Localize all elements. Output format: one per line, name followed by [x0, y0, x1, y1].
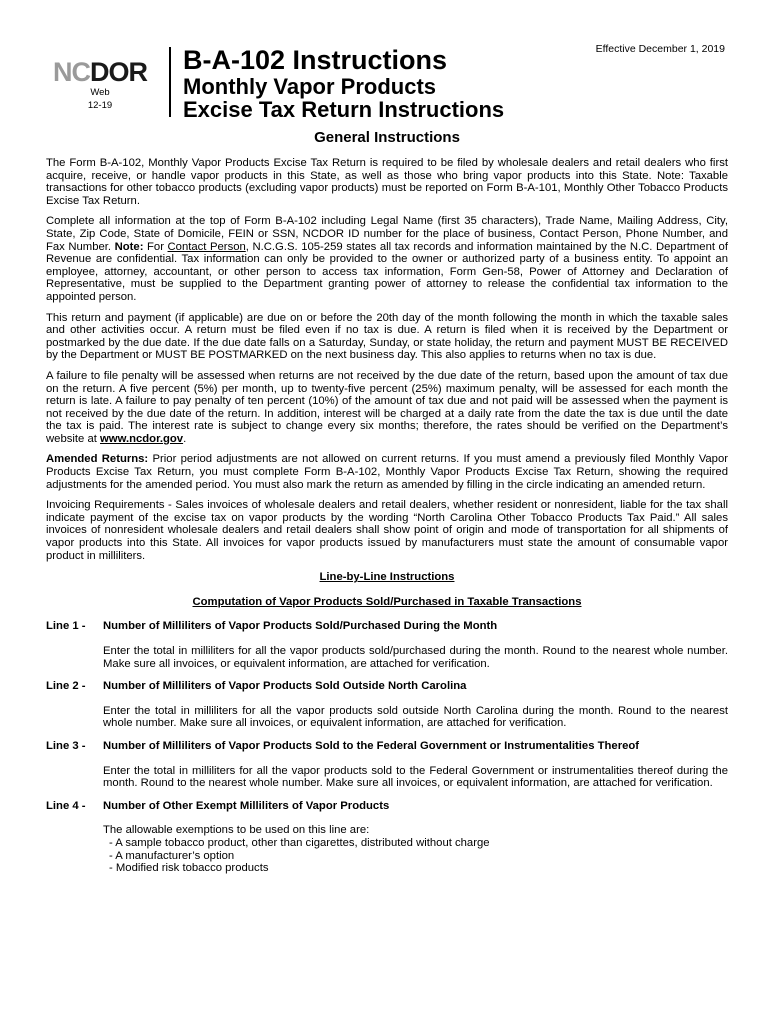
line-4-intro: The allowable exemptions to be used on this line are:	[103, 824, 370, 837]
logo-mark	[48, 58, 152, 86]
document-body	[46, 129, 728, 885]
page-subtitle-1: Monthly Vapor Products	[183, 74, 437, 99]
logo-nc: NC	[53, 57, 90, 87]
line-1-body: Enter the total in milliliters for all the vapor products sold/purchased during the month. Round to the nearest whole number. Make sure all invoices, or equivalent information, are attached for verification.	[103, 645, 728, 670]
amended-returns-label: Amended Returns:	[46, 453, 149, 466]
page-subtitle-2: Excise Tax Return Instructions	[183, 97, 505, 122]
amended-returns-text: Prior period adjustments are not allowed on current returns. If you must amend a previously filed Monthly Vapor Products Excise Tax Return, you must complete Form B-A-102, Monthly Vapor Products Excise Tax Return, showing the required adjustments for the amended period. You must also mark the return as amended by filling in the circle indicating an amended return.	[46, 453, 728, 491]
line-4-heading	[46, 800, 728, 813]
p2-text-b: For	[143, 240, 168, 253]
exemption-item: - Modified risk tobacco products	[109, 862, 269, 875]
paragraph-complete-info	[46, 215, 728, 303]
paragraph-due-date: This return and payment (if applicable) are due on or before the 20th day of the month following the month in which the taxable sales and other activities occur. A return must be filed even if no tax is due. A return is filed when it is received by the Department or postmarked by the due date. If the due date falls on a Saturday, Sunday, or state holiday, the return and payment MUST BE RECEIVED by the Department or MUST BE POSTMARKED on the next business day. This also applies to returns when no tax is due.	[46, 311, 728, 362]
p2-note-label: Note:	[114, 240, 144, 253]
header-divider	[169, 47, 171, 117]
line-2-title: Number of Milliliters of Vapor Products Sold Outside North Carolina	[103, 680, 467, 693]
paragraph-penalties	[46, 370, 728, 446]
p4-text-a: A failure to file penalty will be assessed when returns are not received by the due date of the return, based upon the amount of tax due on the return. A five percent (5%) per month, up to twenty-five percent (25%) maximum penalty, will be assessed for each month the return is late. A failure to pay penalty of ten percent (10%) of the amount of tax due and not paid will be assessed when the payment is not received by the due date of the return. In addition, interest will be charged at a daily rate from the date the tax is due until the date the tax is paid. The interest rate is subject to change every six months; therefore, the rates should be verified on the Department’s website at	[46, 369, 728, 445]
p2-text-a: Complete all information at the top of Form B-A-102 including Legal Name (first 35 characters), Trade Name, Mailing Address, City, State, Zip Code, State of Domicile, FEIN or SSN, NCDOR ID number for the place of business, Contact Person, Phone Number, and Fax Number.	[46, 215, 728, 253]
line-4-body	[103, 824, 728, 874]
line-4-number: Line 4 -	[46, 799, 86, 812]
line-1-title: Number of Milliliters of Vapor Products Sold/Purchased During the Month	[103, 620, 498, 633]
p2-text-c: , N.C.G.S. 105-259 states all tax records and information maintained by the N.C. Department of Revenue are confidential. Tax information can only be provided to the owner or authorized party of a business entity. To appoint an employee, attorney, accountant, or other person to access tax information, Form Gen-58, Power of Attorney and Declaration of Representative, must be supplied to the Department granting power of attorney to release the confidential tax information to the appointed person.	[46, 240, 728, 303]
line-1-number: Line 1 -	[46, 620, 86, 633]
logo-web-label: Web	[90, 87, 110, 98]
paragraph-filing-requirement: The Form B-A-102, Monthly Vapor Products Excise Tax Return is required to be filed by wholesale dealers and retail dealers who first acquire, receive, or handle vapor products in this State, as well as those who bring vapor products into this State. Note: Taxable transactions for other tobacco products (excluding vapor products) must be reported on Form B-A-101, Monthly Other Tobacco Products Excise Tax Return.	[46, 157, 728, 207]
paragraph-amended-returns	[46, 453, 728, 491]
logo-revision-date: 12-19	[87, 100, 113, 111]
line-3-number: Line 3 -	[46, 739, 86, 752]
p2-contact-person: Contact Person	[167, 240, 246, 253]
logo-dor: DOR	[90, 57, 147, 87]
title-block	[183, 45, 504, 121]
ncdor-logo	[48, 58, 152, 112]
line-4-title: Number of Other Exempt Milliliters of Vapor Products	[103, 799, 390, 812]
line-3-heading	[46, 740, 728, 753]
p4-text-b: .	[183, 432, 187, 445]
page-title: B-A-102 Instructions	[183, 45, 448, 75]
computation-subtitle: Computation of Vapor Products Sold/Purchased in Taxable Transactions	[192, 595, 582, 608]
line-1-heading	[46, 620, 728, 633]
line-3-body: Enter the total in milliliters for all the vapor products sold to the Federal Government or instrumentalities thereof during the month. Round to the nearest whole number. Make sure all invoices, or equivalent information, are attached for verification.	[103, 764, 728, 790]
line-by-line-title: Line-by-Line Instructions	[319, 571, 455, 584]
effective-date: Effective December 1, 2019	[595, 43, 725, 55]
exemption-item: - A manufacturer’s option	[109, 849, 235, 862]
line-2-heading	[46, 680, 728, 693]
line-2-body: Enter the total in milliliters for all the vapor products sold outside North Carolina during the month. Round to the nearest whole number. Make sure all invoices, or equivalent information, are attached for verification.	[103, 704, 728, 730]
ncdor-website-link[interactable]: www.ncdor.gov	[100, 432, 184, 445]
paragraph-invoicing: Invoicing Requirements - Sales invoices of wholesale dealers and retail dealers, whether resident or nonresident, liable for the tax shall indicate payment of the excise tax on vapor products by the wording “North Carolina Other Tobacco Products Tax Paid.” All sales invoices of nonresident wholesale dealers and retail dealers shall show point of origin and mode of transportation for all shipments of vapor products into this State. All invoices for vapor products issued by manufacturers must state the amount of consumable vapor product in milliliters.	[46, 499, 728, 562]
line-3-title: Number of Milliliters of Vapor Products Sold to the Federal Government or Instrumentalities Thereof	[103, 739, 640, 752]
exemption-item: - A sample tobacco product, other than cigarettes, distributed without charge	[109, 836, 490, 849]
line-2-number: Line 2 -	[46, 680, 86, 693]
general-instructions-title: General Instructions	[314, 129, 460, 146]
